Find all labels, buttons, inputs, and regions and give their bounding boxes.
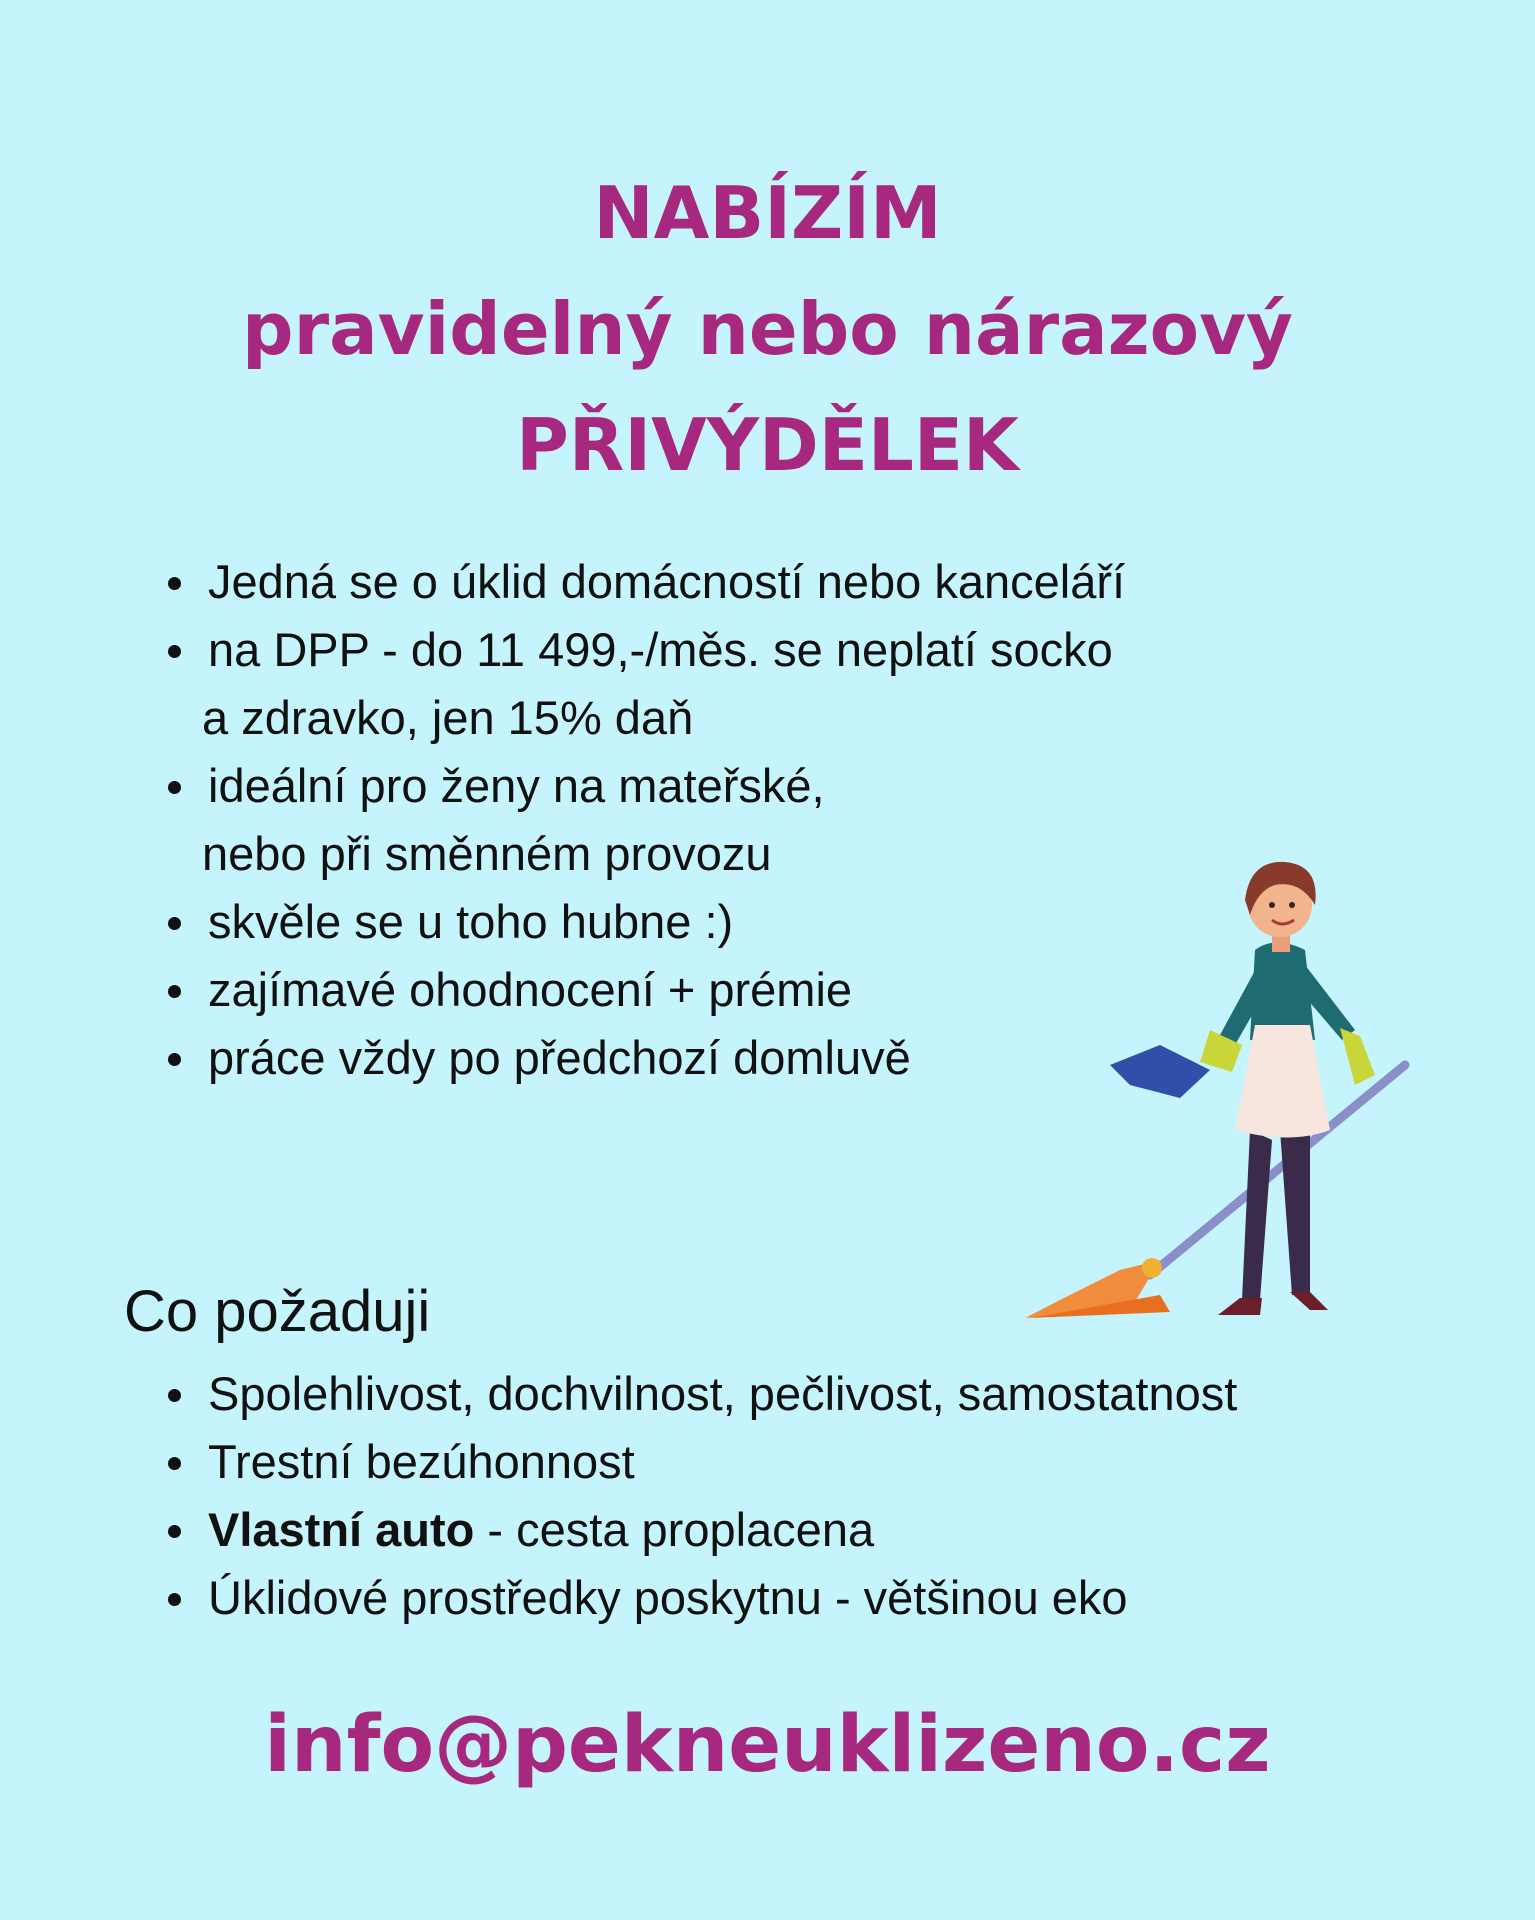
requirement-text: Spolehlivost, dochvilnost, pečlivost, samostatnost [208,1367,1238,1420]
requirements-list [160,1360,1237,1632]
offer-item-text: na DPP - do 11 499,-/měs. se neplatí socko [208,623,1113,676]
headline [0,155,1535,503]
contact-email[interactable]: info@pekneuklizeno.cz [264,1700,1271,1790]
requirement-text: Úklidové prostředky poskytnu - většinou eko [208,1571,1128,1624]
requirement-text: Trestní bezúhonnost [208,1435,635,1488]
offer-item-text: práce vždy po předchozí domluvě [208,1031,911,1084]
requirement-bold-text: Vlastní auto [208,1503,475,1556]
requirement-item [160,1564,1237,1632]
headline-line-1: NABÍZÍM [593,171,942,255]
offer-item [160,616,1125,752]
requirement-item [160,1496,1237,1564]
headline-line-3: PŘIVÝDĚLEK [516,403,1019,487]
offer-item [160,956,1125,1024]
offer-item-text: ideální pro ženy na mateřské, [208,759,825,812]
offer-item [160,1024,1125,1092]
offer-item-text: Jedná se o úklid domácností nebo kanceláří [208,555,1126,608]
offer-item [160,752,1125,888]
requirements-title: Co požaduji [124,1279,431,1344]
offer-item-continuation: nebo při směnném provozu [202,827,772,880]
offer-item-text: zajímavé ohodnocení + prémie [208,963,853,1016]
requirement-item [160,1428,1237,1496]
offer-list [160,548,1125,1092]
cleaning-woman-with-mop-icon [1010,840,1430,1330]
requirement-text: - cesta proplacena [474,1503,875,1556]
offer-item-continuation: a zdravko, jen 15% daň [202,691,694,744]
offer-item [160,888,1125,956]
offer-item-text: skvěle se u toho hubne :) [208,895,734,948]
requirement-item [160,1360,1237,1428]
headline-line-2: pravidelný nebo nárazový [242,287,1293,371]
offer-item [160,548,1125,616]
